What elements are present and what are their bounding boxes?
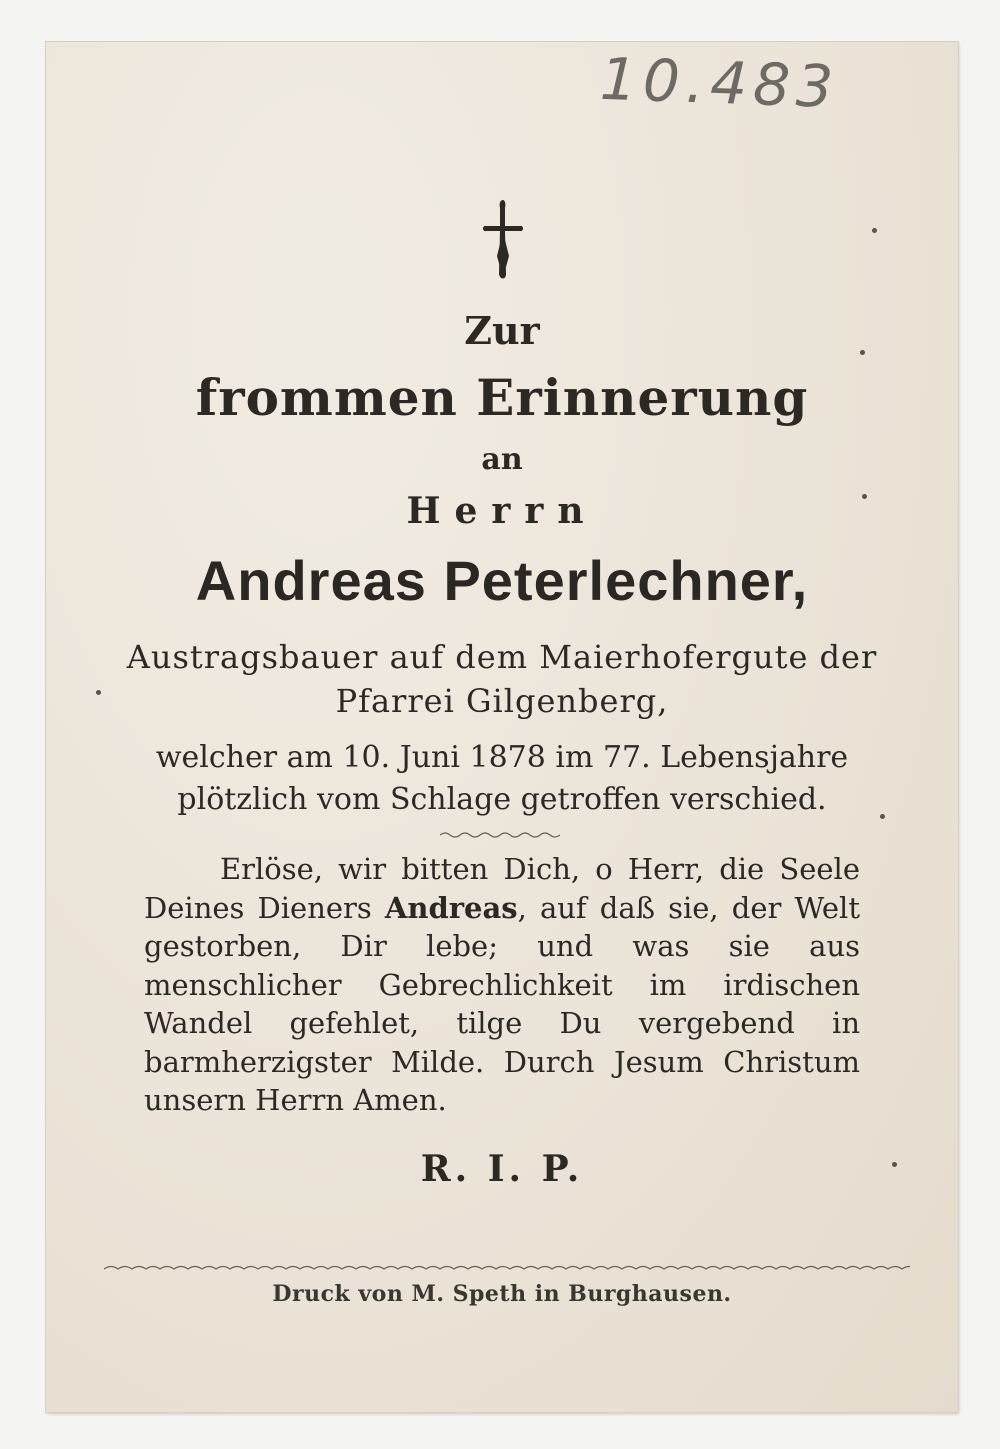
speck	[892, 1162, 897, 1167]
occupation-line-2: Pfarrei Gilgenberg,	[335, 682, 669, 720]
occupation-line-1: Austragsbauer auf dem Maierhofergute der	[126, 638, 878, 676]
heading-zur: Zur	[464, 308, 540, 353]
prayer-text-before: Erlöse, wir bitten Dich, o Herr, die Seele Deines Dieners	[144, 852, 860, 925]
speck	[880, 814, 885, 819]
bottom-wavy-divider	[104, 1262, 910, 1276]
speck	[862, 494, 867, 499]
speck	[872, 228, 877, 233]
deceased-name: Andreas Peterlechner,	[195, 549, 809, 612]
speck	[96, 690, 101, 695]
printer-imprint: Druck von M. Speth in Burghausen.	[272, 1281, 732, 1307]
speck	[860, 350, 865, 355]
prayer-text	[144, 850, 860, 1120]
heading-herrn: Herrn	[406, 490, 598, 532]
heading-erinnerung: frommen Erinnerung	[195, 368, 809, 427]
heading-an: an	[481, 442, 523, 477]
prayer-name: Andreas	[384, 890, 518, 925]
death-line-1: welcher am 10. Juni 1878 im 77. Lebensjahre	[155, 740, 849, 775]
rip-closing: R. I. P.	[420, 1148, 584, 1190]
archive-number: 10.483	[598, 44, 841, 122]
prayer-text-after: , auf daß sie, der Welt gestorben, Dir lebe; und was sie aus menschlicher Gebrechlichkeit im irdischen Wandel gefehlet, tilge Du vergebend in barmherzigster Milde. Durch Jesum Christum unsern Herrn Amen.	[144, 890, 860, 1117]
death-line-2: plötzlich vom Schlage getroffen verschied.	[177, 782, 827, 817]
wavy-divider	[440, 830, 560, 840]
cross-icon	[478, 196, 528, 282]
